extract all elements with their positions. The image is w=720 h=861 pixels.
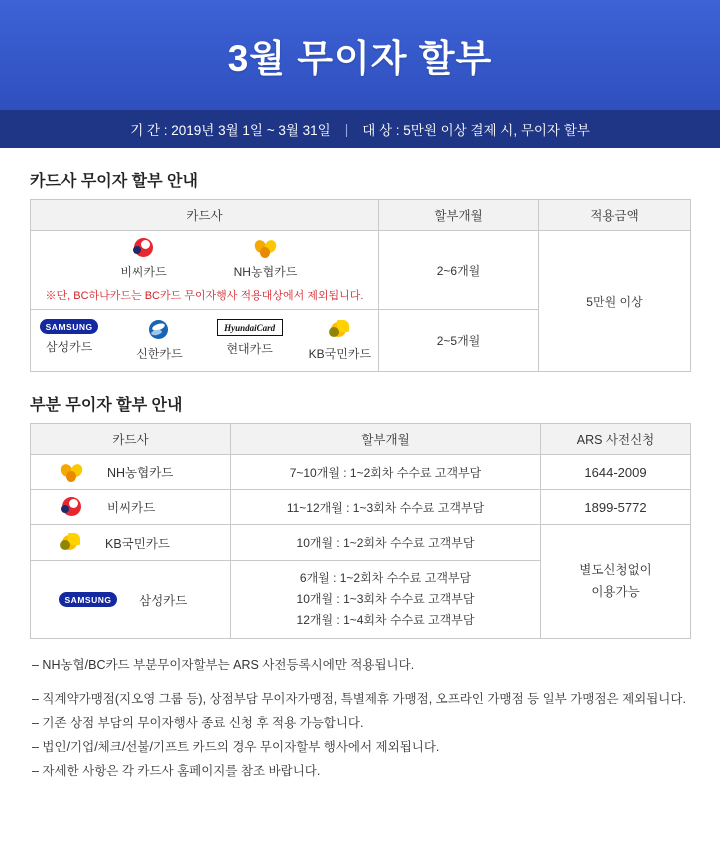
bc-hana-exclusion-notice: ※단, BC하나카드는 BC카드 무이자행사 적용대상에서 제외됩니다. (45, 290, 364, 302)
footnote-item: – 직계약가맹점(지오영 그룹 등), 상점부담 무이자가맹점, 특별제휴 가맹점, 오프라인 가맹점 등 일부 가맹점은 제외됩니다. (32, 692, 686, 706)
footnote-item: – 자세한 사항은 각 카드사 홈페이지를 참조 바랍니다. (32, 764, 321, 778)
footnote-item: – 법인/기업/체크/선불/기프트 카드의 경우 무이자할부 행사에서 제외됩니다. (32, 740, 440, 754)
ars-note-line1: 별도신청없이 (579, 563, 652, 578)
period-bar (0, 110, 720, 148)
section1-title: 카드사 무이자 할부 안내 (30, 173, 198, 190)
card-logo-row (35, 461, 226, 483)
card-label: 삼성카드 (139, 593, 188, 608)
months-cell-bc: 11~12개월 : 1~3회차 수수료 고객부담 (231, 490, 541, 525)
samsung-card-icon: SAMSUNG (40, 319, 98, 334)
kb-card-icon (59, 532, 83, 554)
months-line: 6개월 : 1~2회차 수수료 고객부담 (299, 571, 472, 585)
months-line: 12개월 : 1~4회차 수수료 고객부담 (296, 613, 475, 627)
card-logo-row (35, 237, 374, 280)
ars-number-nh[interactable]: 1644-2009 (541, 455, 691, 490)
interest-free-table (30, 199, 691, 372)
card-logo-row (35, 496, 226, 518)
ars-note-cell (541, 525, 691, 639)
card-cell-nh (31, 455, 231, 490)
col-installment-months: 할부개월 (379, 200, 539, 231)
partial-interest-free-table (30, 423, 691, 639)
months-cell-kb: 10개월 : 1~2회차 수수료 고객부담 (231, 525, 541, 561)
card-label: KB국민카드 (105, 536, 170, 551)
card-logo-row (35, 532, 226, 554)
card-cell-samsung (31, 561, 231, 639)
table-header-row (31, 200, 691, 231)
card-label: NH농협카드 (233, 265, 298, 279)
hyundai-card-icon: HyundaiCard (217, 319, 283, 336)
card-label: KB국민카드 (308, 347, 372, 361)
months-cell-2: 2~5개월 (379, 310, 539, 372)
months-cell-1: 2~6개월 (379, 231, 539, 310)
footnote-item: – NH농협/BC카드 부분무이자할부는 ARS 사전등록시에만 적용됩니다. (32, 658, 415, 672)
col-installment-months: 할부개월 (231, 424, 541, 455)
nh-card-icon (253, 237, 279, 259)
bc-card-icon (59, 496, 85, 518)
card-label: 비씨카드 (120, 265, 167, 279)
nh-card-icon (59, 461, 85, 483)
col-apply-amount: 적용금액 (539, 200, 691, 231)
card-logo-row (35, 591, 226, 609)
card-label: 삼성카드 (45, 340, 93, 354)
months-line: 10개월 : 1~3회차 수수료 고객부담 (296, 592, 475, 606)
hero-banner (0, 0, 720, 110)
footnote-item: – 기존 상점 부담의 무이자행사 종료 신청 후 적용 가능합니다. (32, 716, 364, 730)
section2-title: 부분 무이자 할부 안내 (30, 397, 183, 414)
months-cell-nh: 7~10개월 : 1~2회차 수수료 고객부담 (231, 455, 541, 490)
target-label: 대 상 : 5만원 이상 결제 시, 무이자 할부 (362, 123, 590, 138)
card-label: 신한카드 (136, 347, 183, 361)
page-title: 3월 무이자 할부 (227, 38, 493, 79)
ars-number-bc[interactable]: 1899-5772 (541, 490, 691, 525)
card-label: 현대카드 (226, 342, 273, 356)
samsung-card-icon: SAMSUNG (59, 592, 117, 607)
table-row (31, 455, 691, 490)
footnotes (0, 639, 720, 779)
card-label: 비씨카드 (107, 501, 156, 515)
col-ars-preapply: ARS 사전신청 (541, 424, 691, 455)
bc-card-icon (131, 237, 157, 259)
card-cell-kb (31, 525, 231, 561)
shinhan-card-icon (147, 319, 171, 341)
card-item-hyundai (216, 319, 284, 357)
card-item-samsung (35, 319, 103, 355)
card-logo-row (35, 319, 374, 362)
card-item-bc (101, 237, 187, 280)
content-body (0, 168, 720, 639)
period-label: 기 간 : 2019년 3월 1일 ~ 3월 31일 (130, 123, 331, 138)
table-row (31, 490, 691, 525)
months-cell-samsung (231, 561, 541, 639)
table-row (31, 525, 691, 561)
col-card-company: 카드사 (31, 424, 231, 455)
table-header-row (31, 424, 691, 455)
bar-divider: | (344, 121, 349, 137)
card-cell-bc (31, 490, 231, 525)
ars-note-line2: 이용가능 (591, 584, 640, 599)
card-group-cell-1 (31, 231, 379, 310)
card-group-cell-2 (31, 310, 379, 372)
col-card-company: 카드사 (31, 200, 379, 231)
kb-card-icon (328, 319, 352, 341)
card-item-nh (223, 237, 309, 280)
card-item-shinhan (125, 319, 193, 362)
amount-cell: 5만원 이상 (539, 231, 691, 372)
table-row (31, 231, 691, 310)
card-item-kb (306, 319, 374, 362)
card-label: NH농협카드 (107, 466, 174, 480)
